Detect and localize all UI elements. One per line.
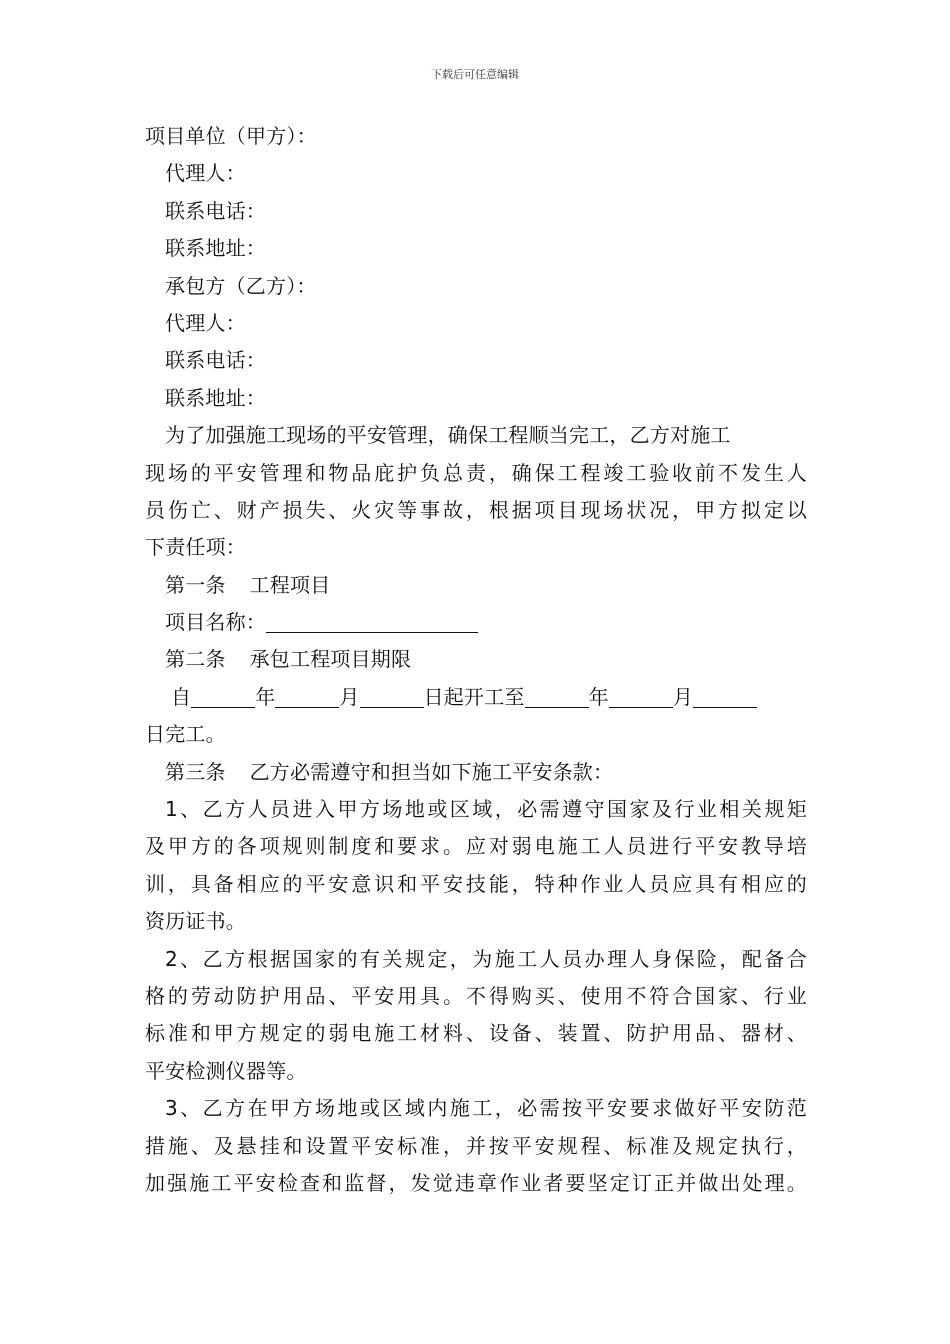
date-end: 日完工。 xyxy=(145,722,226,747)
intro-line: 下责任项： xyxy=(145,535,246,560)
project-name-label: 项目名称： xyxy=(165,610,266,635)
clause-line: 1、乙方人员进入甲方场地或区域，必需遵守国家及行业相关规矩 xyxy=(165,797,807,822)
date-word: 月 xyxy=(672,684,694,709)
clause-line: 平安检测仪器等。 xyxy=(145,1058,307,1083)
project-name-blank xyxy=(266,608,478,633)
intro-line: 现场的平安管理和物品庇护负总责，确保工程竣工验收前不发生人 xyxy=(145,460,807,485)
party-a-agent: 代理人： xyxy=(165,161,246,186)
date-blank xyxy=(693,683,757,708)
clause-line: 措施、及悬挂和设置平安标准，并按平安规程、标准及规定执行， xyxy=(145,1133,807,1158)
clause-line: 格的劳动防护用品、平安用具。不得购买、使用不符合国家、行业 xyxy=(145,983,807,1008)
date-word: 年 xyxy=(588,684,609,709)
header-note: 下载后可任意编辑 xyxy=(431,68,519,81)
clause-3 xyxy=(145,1090,807,1202)
article-2-title: 承包工程项目期限 xyxy=(249,647,412,672)
article-3-number: 第三条 xyxy=(165,759,226,784)
clause-line: 加强施工平安检查和监督，发觉违章作业者要坚定订正并做出处理。 xyxy=(145,1170,807,1195)
article-3-heading xyxy=(145,754,807,791)
party-a-phone: 联系电话： xyxy=(165,198,266,223)
date-blank xyxy=(275,683,339,708)
clause-line: 资历证书。 xyxy=(145,909,246,934)
article-1-number: 第一条 xyxy=(165,572,226,597)
date-word: 自 xyxy=(171,684,192,709)
clause-line: 及甲方的各项规则制度和要求。应对弱电施工人员进行平安教导培 xyxy=(145,834,807,859)
clause-line: 2、乙方根据国家的有关规定，为施工人员办理人身保险，配备合 xyxy=(165,946,807,971)
party-b-unit: 承包方（乙方）： xyxy=(165,273,317,298)
party-b-agent: 代理人： xyxy=(165,310,246,335)
date-row xyxy=(145,679,807,716)
intro-line: 为了加强施工现场的平安管理，确保工程顺当完工，乙方对施工 xyxy=(165,423,731,448)
clause-line: 标准和甲方规定的弱电施工材料、设备、装置、防护用品、器材、 xyxy=(145,1021,807,1046)
clause-line: 3、乙方在甲方场地或区域内施工，必需按平安要求做好平安防范 xyxy=(165,1096,807,1121)
clause-line: 训，具备相应的平安意识和平安技能，特种作业人员应具有相应的 xyxy=(145,871,807,896)
article-2-number: 第二条 xyxy=(165,647,226,672)
date-blank xyxy=(191,683,255,708)
contract-body xyxy=(145,118,807,1202)
article-1-heading xyxy=(145,567,807,604)
article-3-title: 乙方必需遵守和担当如下施工平安条款： xyxy=(249,759,614,784)
clause-1 xyxy=(145,791,807,941)
date-blank xyxy=(525,683,589,708)
party-b-phone: 联系电话： xyxy=(165,348,266,373)
party-b-address: 联系地址： xyxy=(165,385,266,410)
date-blank xyxy=(609,683,673,708)
article-1-title: 工程项目 xyxy=(249,572,331,597)
party-a-unit: 项目单位（甲方）： xyxy=(145,124,317,148)
date-word: 年 xyxy=(255,684,276,709)
date-word: 月 xyxy=(339,684,360,709)
date-word: 日起开工至 xyxy=(423,684,525,709)
date-blank xyxy=(360,683,424,708)
party-a-address: 联系地址： xyxy=(165,236,266,261)
clause-2 xyxy=(145,941,807,1091)
project-name-row xyxy=(145,604,807,641)
article-2-heading xyxy=(145,641,807,678)
intro-line: 员伤亡、财产损失、火灾等事故，根据项目现场状况，甲方拟定以 xyxy=(145,497,807,522)
